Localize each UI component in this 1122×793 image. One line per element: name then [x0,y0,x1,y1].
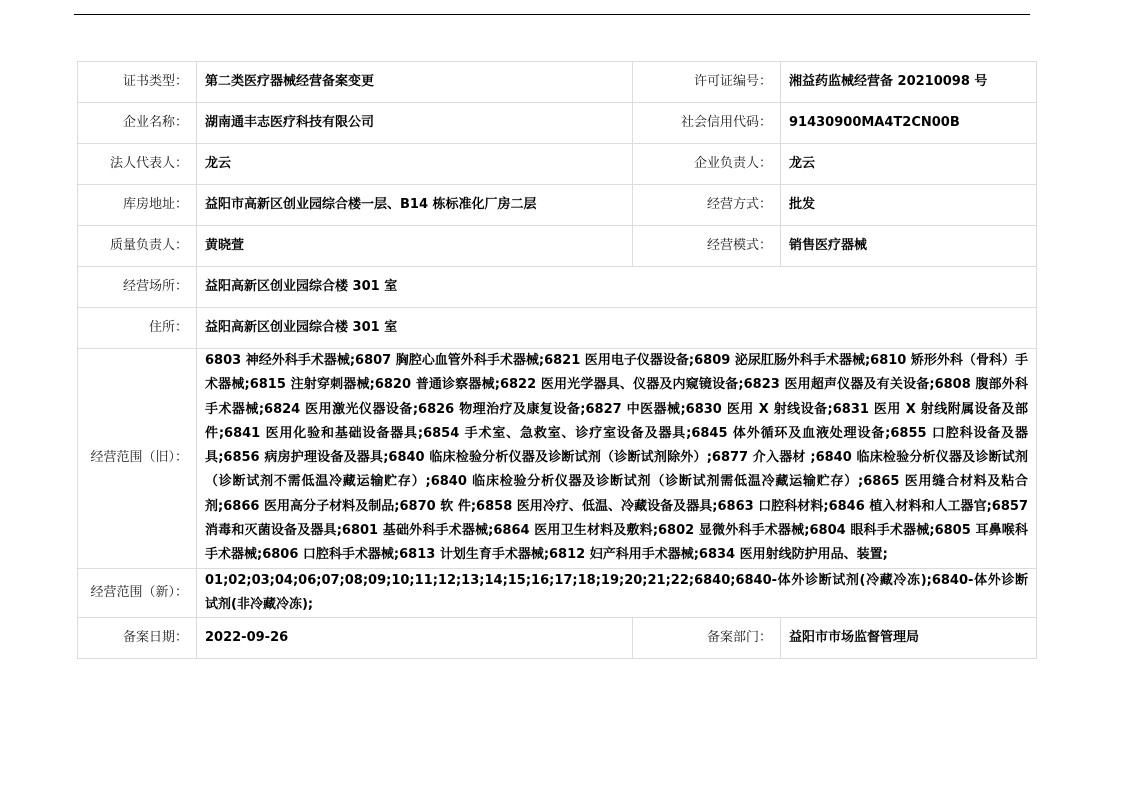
dept-value: 益阳市市场监督管理局 [781,618,1037,659]
legal-rep-label: 法人代表人： [78,144,197,185]
credit-code-label: 社会信用代码： [633,103,781,144]
warehouse-value: 益阳市高新区创业园综合楼一层、B14 栋标准化厂房二层 [197,185,633,226]
principal-value: 龙云 [781,144,1037,185]
row-cert-type [78,62,1037,103]
row-quality [78,226,1037,267]
scope-new-label: 经营范围（新）： [78,568,197,618]
company-label: 企业名称： [78,103,197,144]
date-label: 备案日期： [78,618,197,659]
residence-value: 益阳高新区创业园综合楼 301 室 [197,308,1037,349]
mode-label: 经营方式： [633,185,781,226]
warehouse-label: 库房地址： [78,185,197,226]
row-company [78,103,1037,144]
row-legal-rep [78,144,1037,185]
residence-label: 住所： [78,308,197,349]
row-residence [78,308,1037,349]
license-no-label: 许可证编号： [633,62,781,103]
row-premises [78,267,1037,308]
scope-old-value: 6803 神经外科手术器械;6807 胸腔心血管外科手术器械;6821 医用电子仪器设备;6809 泌尿肛肠外科手术器械;6810 矫形外科（骨科）手术器械;6815 注射穿刺器械;6820 普通诊察器械;6822 医用光学器具、仪器及内窥镜设备;6823 医用超声仪器及有关设备;6808 腹部外科手术器械;6824 医用激光仪器设备;6826 物理治疗及康复设备;6827 中医器械;6830 医用 X 射线设备;6831 医用 X 射线附属设备及部件;6841 医用化验和基础设备器具;6854 手术室、急救室、诊疗室设备及器具;6845 体外循环及血液处理设备;6855 口腔科设备及器具;6856 病房护理设备及器具;6840 临床检验分析仪器及诊断试剂（诊断试剂除外）;6877 介入器材 ;6840 临床检验分析仪器及诊断试剂（诊断试剂不需低温冷藏运输贮存）;6840 临床检验分析仪器及诊断试剂（诊断试剂需低温冷藏运输贮存）;6865 医用缝合材料及粘合剂;6866 医用高分子材料及制品;6870 软 件;6858 医用冷疗、低温、冷藏设备及器具;6863 口腔科材料;6846 植入材料和人工器官;6857 消毒和灭菌设备及器具;6801 基础外科手术器械;6864 医用卫生材料及敷料;6802 显微外科手术器械;6804 眼科手术器械;6805 耳鼻喉科手术器械;6806 口腔科手术器械;6813 计划生育手术器械;6812 妇产科用手术器械;6834 医用射线防护用品、装置; [197,349,1037,569]
cert-type-value: 第二类医疗器械经营备案变更 [197,62,633,103]
scope-new-value: 01;02;03;04;06;07;08;09;10;11;12;13;14;15;16;17;18;19;20;21;22;6840;6840-体外诊断试剂(冷藏冷冻);6840-体外诊断试剂(非冷藏冷冻); [197,568,1037,618]
header-rule [74,14,1030,15]
row-scope-old [78,349,1037,569]
mode-value: 批发 [781,185,1037,226]
model-label: 经营模式： [633,226,781,267]
dept-label: 备案部门： [633,618,781,659]
row-warehouse [78,185,1037,226]
license-no-value: 湘益药监械经营备 20210098 号 [781,62,1037,103]
cert-type-label: 证书类型： [78,62,197,103]
row-scope-new [78,568,1037,618]
company-value: 湖南通丰志医疗科技有限公司 [197,103,633,144]
premises-value: 益阳高新区创业园综合楼 301 室 [197,267,1037,308]
row-filing-date [78,618,1037,659]
principal-label: 企业负责人： [633,144,781,185]
credit-code-value: 91430900MA4T2CN00B [781,103,1037,144]
scope-old-label: 经营范围（旧）： [78,349,197,569]
legal-rep-value: 龙云 [197,144,633,185]
date-value: 2022-09-26 [197,618,633,659]
filing-record-table [77,61,1037,659]
quality-label: 质量负责人： [78,226,197,267]
model-value: 销售医疗器械 [781,226,1037,267]
quality-value: 黄晓萱 [197,226,633,267]
premises-label: 经营场所： [78,267,197,308]
